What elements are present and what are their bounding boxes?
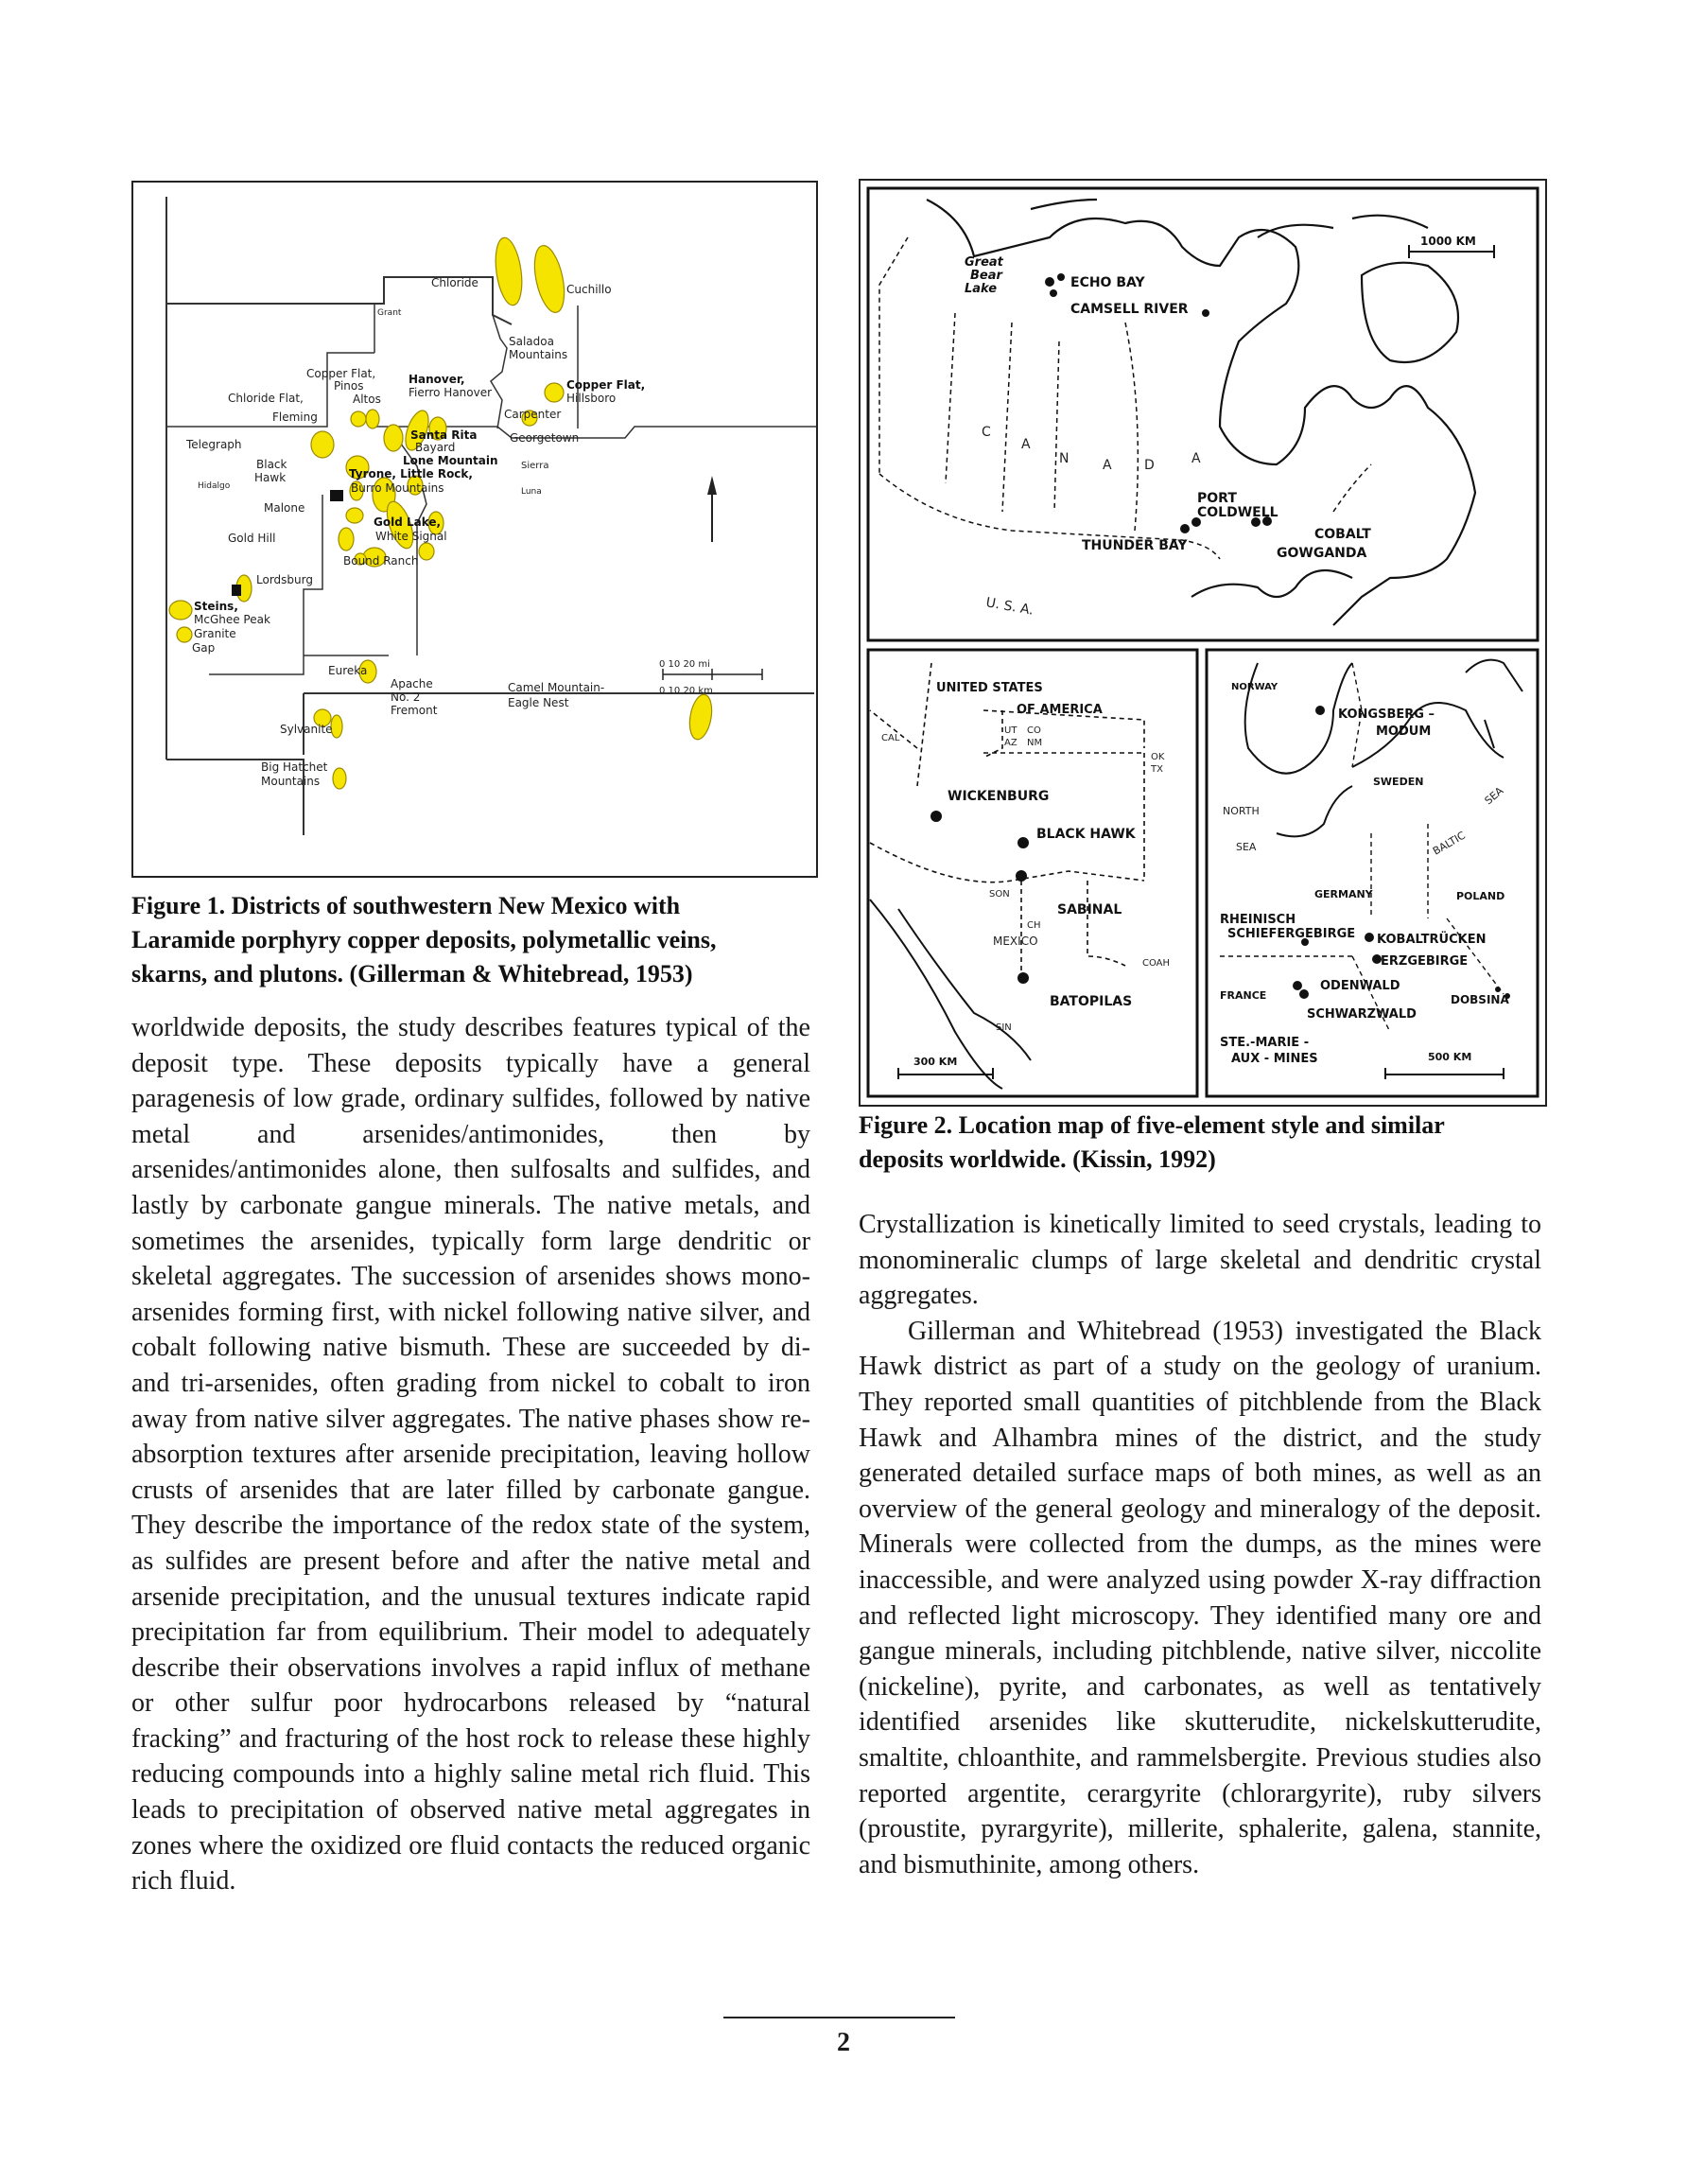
label-hawk: Hawk bbox=[254, 471, 287, 484]
footer-rule bbox=[723, 2017, 955, 2018]
label-white-signal: White Signal bbox=[375, 530, 447, 543]
label-kobaltruecken: KOBALTRÜCKEN bbox=[1377, 933, 1487, 947]
label-bound-ranch: Bound Ranch bbox=[343, 554, 419, 568]
label-son: SON bbox=[989, 889, 1010, 900]
label-eureka: Eureka bbox=[328, 664, 368, 677]
world-deposits-map-svg bbox=[861, 181, 1545, 1105]
label-usa: U. S. A. bbox=[984, 595, 1035, 619]
label-mcghee: McGhee Peak bbox=[194, 613, 270, 626]
right-paragraph-2: Gillerman and Whitebread (1953) investigated the Black Hawk district as part of a study on the geology of uranium. They reported small quantities of pitchblende from the Black Hawk and Alhambra mines of the district, and the study generated detailed surface maps of both mines, as well as an overview of the general geology and mineralogy of the deposit. Minerals were collected from the dumps, as the mines were inaccessible, and were analyzed using powder X-ray diffraction and reflected light microscopy. They identified many ore and gangue minerals, including pitchblende, native silver, niccolite (nickeline), pyrite, and carbonates, as well as tentatively identified arsenides like skutterudite, nickelskutterudite, smaltite, chloanthite, and rammelsbergite. Previous studies also reported argentite, cerargyrite (chlorargyrite), ruby silvers (proustite, pyrargyrite), millerite, sphalerite, galena, stannite, and bismuthinite, among others. bbox=[859, 1316, 1541, 1879]
label-kongsberg: KONGSBERG – bbox=[1338, 708, 1435, 722]
label-scale-km: 0 10 20 km bbox=[659, 686, 713, 696]
label-altos: Altos bbox=[353, 393, 381, 406]
label-canada-n: N bbox=[1059, 451, 1070, 466]
label-sierra: Sierra bbox=[521, 461, 549, 471]
label-fleming: Fleming bbox=[272, 411, 318, 424]
label-black: Black bbox=[256, 458, 287, 471]
label-schiefergebirge: SCHIEFERGEBIRGE bbox=[1227, 927, 1356, 941]
label-port: PORT bbox=[1197, 491, 1237, 506]
label-hillsboro: Hillsboro bbox=[566, 392, 617, 405]
label-lone-mountain: Lone Mountain bbox=[403, 454, 498, 467]
label-rheinisch: RHEINISCH bbox=[1220, 913, 1296, 927]
figure-1-caption: Figure 1. Districts of southwestern New Mexico with Laramide porphyry copper deposits, polymetallic veins, skarns, and plutons. (Gillerman & Whitebread, 1953) bbox=[131, 892, 717, 987]
label-chloride: Chloride bbox=[431, 276, 478, 289]
figure-2-map bbox=[859, 179, 1547, 1107]
label-tyrone: Tyrone, Little Rock, bbox=[349, 467, 473, 480]
label-carpenter: Carpenter bbox=[504, 408, 562, 421]
label-eagle: Eagle Nest bbox=[508, 696, 569, 709]
label-odenwald: ODENWALD bbox=[1320, 979, 1400, 993]
label-gowganda: GOWGANDA bbox=[1277, 546, 1367, 561]
label-hanover: Hanover, bbox=[409, 373, 465, 386]
label-of-america: OF AMERICA bbox=[1017, 703, 1103, 717]
scale-bar-mi bbox=[663, 669, 762, 680]
label-nm: NM bbox=[1027, 738, 1043, 748]
label-france: FRANCE bbox=[1220, 989, 1267, 1002]
label-bear: Bear bbox=[970, 269, 1002, 283]
label-ut: UT bbox=[1004, 725, 1017, 736]
label-schwarzwald: SCHWARZWALD bbox=[1307, 1007, 1417, 1022]
north-arrow-icon bbox=[707, 476, 717, 542]
label-mountains: Mountains bbox=[509, 348, 568, 361]
label-poland: POLAND bbox=[1456, 890, 1505, 902]
label-chloride-flat: Chloride Flat, bbox=[228, 392, 304, 405]
label-500km: 500 KM bbox=[1428, 1051, 1472, 1063]
label-gap: Gap bbox=[192, 641, 216, 655]
label-copper-flat: Copper Flat, bbox=[566, 378, 646, 392]
label-luna: Luna bbox=[521, 487, 542, 497]
deposit-areas bbox=[169, 236, 715, 789]
canada-panel bbox=[879, 200, 1494, 625]
label-gold-lake: Gold Lake, bbox=[374, 515, 442, 529]
label-telegraph: Telegraph bbox=[186, 438, 242, 451]
label-sin: SIN bbox=[996, 1022, 1012, 1033]
label-aux-mines: AUX - MINES bbox=[1231, 1052, 1318, 1066]
label-no2: No. 2 bbox=[391, 690, 421, 704]
label-santa-rita: Santa Rita bbox=[410, 428, 478, 442]
label-north-sea: SEA bbox=[1236, 841, 1257, 853]
new-mexico-map-svg bbox=[133, 183, 816, 876]
label-ste-marie: STE.-MARIE - bbox=[1220, 1036, 1310, 1050]
label-burro: Burro Mountains bbox=[351, 481, 444, 495]
left-paragraph: worldwide deposits, the study describes features typical of the deposit type. These deposits typically have a general paragenesis of low grade, ordinary sulfides, followed by native metal and arsenides/antimonides, then by arsenides/antimonides alone, then sulfosalts and sulfides, and lastly by carbonate gangue minerals. The native metals, and sometimes the arsenides, typically form large dendritic or skeletal aggregates. The succession of arsenides shows mono-arsenides forming first, with nickel following native silver, and cobalt following native bismuth. These are succeeded by di- and tri-arsenides, often grading from nickel to cobalt to iron away from native silver aggregates. The native phases show re-absorption textures after arsenide precipitation, leaving hollow crusts of arsenides that are later filled by carbonate gangue. They describe the importance of the redox state of the system, as sulfides are present before and after the native metal and arsenide precipitation, and the unusual textures indicate rapid precipitation far from equilibrium. Their model to adequately describe their observations involves a rapid influx of methane or other sulfur poor hydrocarbons released by “natural fracking” and fracturing of the host rock to release these highly reducing compounds into a highly saline metal rich fluid. This leads to precipitation of observed native metal aggregates in zones where the oxidized ore fluid contacts the reduced organic rich fluid. bbox=[131, 1013, 810, 1896]
label-germany: GERMANY bbox=[1314, 888, 1373, 900]
figure-1-map bbox=[131, 181, 818, 878]
right-column-text bbox=[859, 1207, 1541, 1882]
label-sylvanite: Sylvanite bbox=[280, 723, 333, 736]
label-baltic-sea: SEA bbox=[1482, 784, 1506, 808]
label-baltic: BALTIC bbox=[1431, 829, 1468, 858]
label-sweden: SWEDEN bbox=[1373, 776, 1424, 788]
label-co: CO bbox=[1027, 725, 1041, 736]
label-gold-hill: Gold Hill bbox=[228, 532, 276, 545]
label-1000km: 1000 KM bbox=[1420, 235, 1476, 248]
label-black-hawk: BLACK HAWK bbox=[1036, 827, 1136, 842]
page-number: 2 bbox=[837, 2028, 850, 2057]
label-ok: OK bbox=[1151, 752, 1165, 762]
label-pinos: Pinos bbox=[334, 379, 364, 393]
label-great: Great bbox=[965, 255, 1003, 270]
label-cobalt: COBALT bbox=[1314, 527, 1371, 542]
label-canada-a3: A bbox=[1191, 451, 1201, 466]
label-sabinal: SABINAL bbox=[1057, 902, 1122, 917]
label-canada-a1: A bbox=[1021, 437, 1031, 452]
left-column-text bbox=[131, 1010, 810, 1899]
label-bayard: Bayard bbox=[415, 441, 456, 454]
label-wickenburg: WICKENBURG bbox=[948, 789, 1050, 804]
label-camsell: CAMSELL RIVER bbox=[1070, 302, 1189, 317]
label-az: AZ bbox=[1004, 738, 1017, 748]
label-lake: Lake bbox=[965, 282, 998, 296]
label-norway: NORWAY bbox=[1231, 682, 1278, 692]
scale-bar-500km bbox=[1385, 1068, 1504, 1079]
label-granite: Granite bbox=[194, 627, 236, 640]
label-apache: Apache bbox=[391, 677, 433, 690]
label-fremont: Fremont bbox=[391, 704, 438, 717]
figure-2-caption: Figure 2. Location map of five-element style and similar deposits worldwide. (Kissin, 1992) bbox=[859, 1111, 1445, 1173]
label-scale-mi: 0 10 20 mi bbox=[659, 659, 710, 670]
label-north: NORTH bbox=[1223, 805, 1260, 817]
black-hawk-deposit bbox=[330, 490, 343, 501]
label-thunder-bay: THUNDER BAY bbox=[1082, 538, 1188, 553]
label-dobsina: DOBSINA bbox=[1451, 993, 1509, 1006]
label-lordsburg: Lordsburg bbox=[256, 573, 313, 586]
label-grant: Grant bbox=[377, 308, 402, 318]
europe-panel bbox=[1220, 660, 1522, 1079]
label-canada-c: C bbox=[982, 425, 991, 440]
label-big-hatchet-2: Mountains bbox=[261, 775, 321, 788]
label-camel: Camel Mountain- bbox=[508, 681, 605, 694]
label-united-states: UNITED STATES bbox=[936, 681, 1043, 695]
label-mexico: MEXICO bbox=[993, 935, 1038, 948]
label-fierro-hanover: Fierro Hanover bbox=[409, 386, 493, 399]
label-big-hatchet: Big Hatchet bbox=[261, 760, 328, 774]
right-paragraph-1: Crystallization is kinetically limited to seed crystals, leading to monomineralic clumps of large skeletal and dendritic crystal aggregates. bbox=[859, 1210, 1541, 1311]
label-ch: CH bbox=[1027, 920, 1041, 931]
label-coah: COAH bbox=[1142, 958, 1171, 969]
label-300km: 300 KM bbox=[913, 1056, 958, 1068]
label-echo-bay: ECHO BAY bbox=[1070, 275, 1145, 290]
label-coldwell: COLDWELL bbox=[1197, 505, 1278, 520]
us-mexico-panel bbox=[870, 663, 1170, 1089]
label-steins: Steins, bbox=[194, 600, 238, 613]
label-erzgebirge: ERZGEBIRGE bbox=[1381, 954, 1469, 969]
label-copper-flat-pinos: Copper Flat, bbox=[306, 367, 376, 380]
label-canada-a2: A bbox=[1103, 458, 1112, 473]
label-hidalgo: Hidalgo bbox=[198, 481, 231, 491]
scale-bar-300km bbox=[898, 1068, 993, 1079]
label-cuchillo: Cuchillo bbox=[566, 283, 612, 296]
camsell-river-dot bbox=[1202, 309, 1209, 317]
label-modum: MODUM bbox=[1376, 725, 1432, 739]
label-cal: CAL bbox=[881, 733, 900, 743]
label-saladoa: Saladoa bbox=[509, 335, 554, 348]
label-tx: TX bbox=[1151, 764, 1163, 775]
label-batopilas: BATOPILAS bbox=[1050, 994, 1133, 1009]
label-georgetown: Georgetown bbox=[510, 431, 580, 445]
label-malone: Malone bbox=[264, 501, 305, 515]
label-canada-d: D bbox=[1144, 458, 1155, 473]
